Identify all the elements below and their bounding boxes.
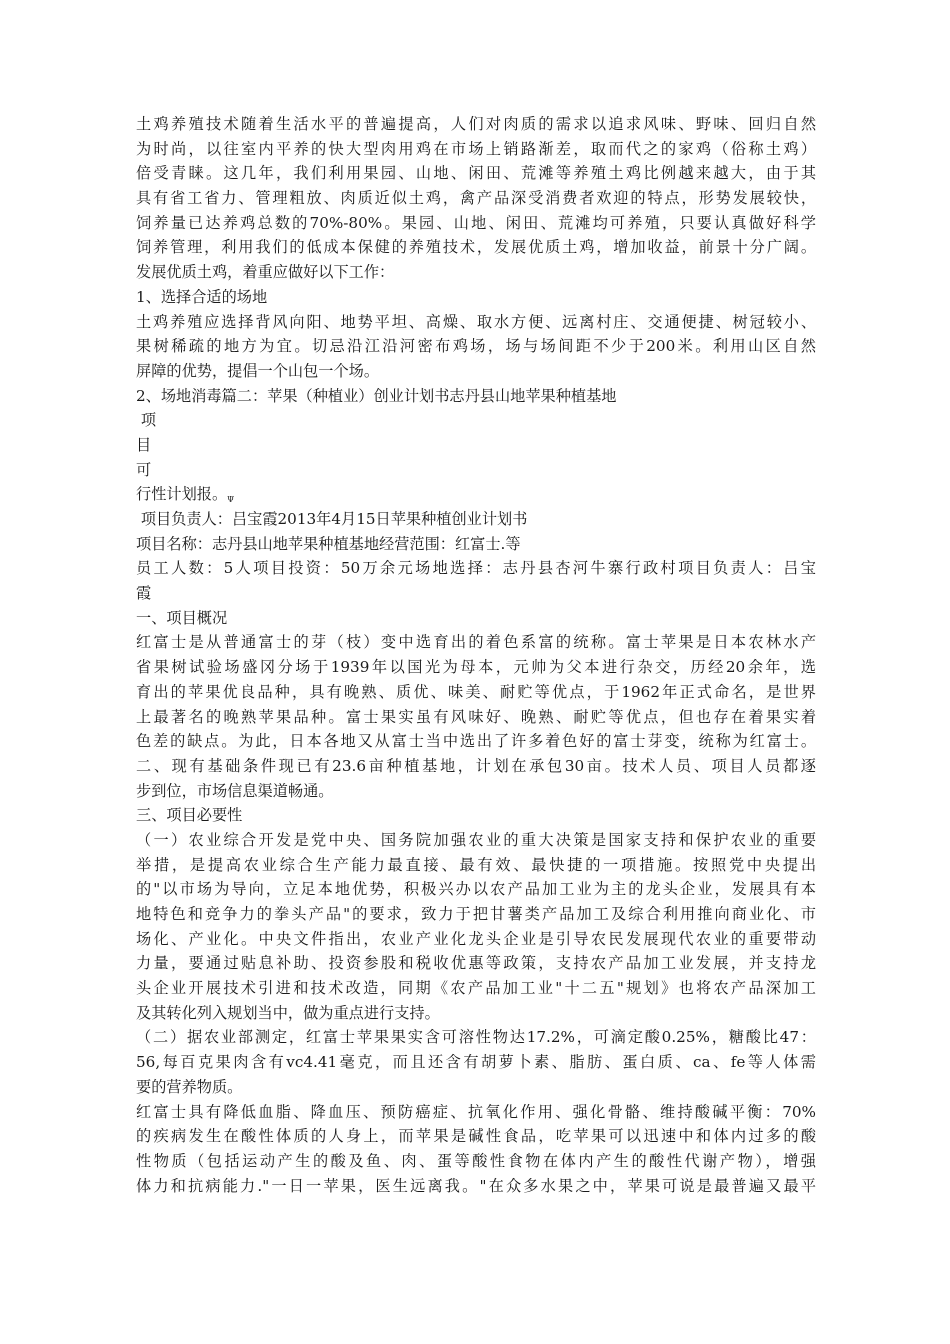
document-body <box>136 112 816 1198</box>
text-line <box>136 433 816 458</box>
text-line <box>136 705 816 730</box>
line-text: 步到位，市场信息渠道畅通。 <box>136 781 334 800</box>
text-line <box>136 828 816 853</box>
text-line <box>136 161 816 186</box>
line-text: （二）据农业部测定，红富士苹果果实含可溶性物达17.2%，可滴定酸0.25%，糖酸比47： <box>136 1028 816 1047</box>
line-text: 红富士是从普通富士的芽（枝）变中选育出的着色系富的统称。富士苹果是日本农林水产 <box>136 633 816 652</box>
text-line <box>136 532 816 557</box>
text-line <box>136 729 816 754</box>
text-line <box>136 630 816 655</box>
line-text: 果树稀疏的地方为宜。切忌沿江沿河密布鸡场，场与场间距不少于200米。利用山区自然 <box>136 337 816 356</box>
text-line <box>136 408 816 433</box>
text-line <box>136 137 816 162</box>
line-text: 场化、产业化。中央文件指出，农业产业化龙头企业是引导农民发展现代农业的重要带动 <box>136 929 816 948</box>
line-text: 2、场地消毒篇二：苹果（种植业）创业计划书志丹县山地苹果种植基地 <box>136 386 617 405</box>
line-text: 地特色和竞争力的拳头产品"的要求，致力于把甘薯类产品加工及综合利用推向商业化、市 <box>136 905 816 923</box>
text-line <box>136 482 816 507</box>
line-text: 土鸡养殖应选择背风向阳、地势平坦、高燥、取水方便、远离村庄、交通便捷、树冠较小、 <box>136 312 816 331</box>
text-line <box>136 260 816 285</box>
text-line <box>136 507 816 532</box>
text-line <box>136 556 816 581</box>
text-line <box>136 927 816 952</box>
line-text: 要的营养物质。 <box>136 1077 243 1096</box>
line-text: 力量，要通过贴息补助、投资参股和税收优惠等政策，支持农产品加工业发展，并支持龙 <box>136 954 816 973</box>
line-text: 为时尚，以往室内平养的快大型肉用鸡在市场上销路渐差，取而代之的家鸡（俗称土鸡） <box>136 139 816 158</box>
text-line <box>136 211 816 236</box>
line-text: 饲养管理，利用我们的低成本保健的养殖技术，发展优质土鸡，增加收益，前景十分广阔。 <box>136 238 816 257</box>
line-text: 56,每百克果肉含有vc4.41毫克，而且还含有胡萝卜素、脂肪、蛋白质、ca、fe等人体需 <box>136 1053 816 1072</box>
line-text: （一）农业综合开发是党中央、国务院加强农业的重大决策是国家支持和保护农业的重要 <box>136 830 816 849</box>
text-line <box>136 359 816 384</box>
line-text: 霞 <box>136 584 152 603</box>
superscript-mark: Ψ <box>227 495 235 505</box>
line-text: 的疾病发生在酸性体质的人身上，而苹果是碱性食品，吃苹果可以迅速中和体内过多的酸 <box>136 1127 816 1146</box>
text-line <box>136 581 816 606</box>
line-text: 倍受青睐。这几年，我们利用果园、山地、闲田、荒滩等养殖土鸡比例越来越大，由于其 <box>136 164 816 183</box>
text-line <box>136 1075 816 1100</box>
text-line <box>136 877 816 902</box>
text-line <box>136 1124 816 1149</box>
line-text: 及其转化列入规划当中，做为重点进行支持。 <box>136 1003 440 1022</box>
line-text: 二、现有基础条件现已有23.6亩种植基地，计划在承包30亩。技术人员、项目人员都逐 <box>136 756 816 775</box>
text-line <box>136 655 816 680</box>
text-line <box>136 384 816 409</box>
line-text: 省果树试验场盛冈分场于1939年以国光为母本，元帅为父本进行杂交，历经20余年，选 <box>136 658 816 677</box>
text-line <box>136 754 816 779</box>
text-line <box>136 1001 816 1026</box>
text-line <box>136 803 816 828</box>
line-text: 体力和抗病能力."一日一苹果，医生远离我。"在众多水果之中，苹果可说是最普遍又最平 <box>136 1176 816 1195</box>
text-line <box>136 310 816 335</box>
line-text: 1、选择合适的场地 <box>136 287 268 306</box>
line-text: 头企业开展技术引进和技术改造，同期《农产品加工业"十二五"规划》也将农产品深加工 <box>136 979 816 998</box>
line-text: 上最著名的晚熟苹果品种。富士果实虽有风味好、晚熟、耐贮等优点，但也存在着果实着 <box>136 707 816 726</box>
line-text: 屏障的优势，提倡一个山包一个场。 <box>136 361 379 380</box>
line-text: 员工人数：5人项目投资：50万余元场地选择：志丹县杏河牛寨行政村项目负责人：吕宝 <box>136 559 816 578</box>
text-line <box>136 976 816 1001</box>
line-text: 行性计划报 <box>136 485 212 504</box>
line-text: 土鸡养殖技术随着生活水平的普遍提高，人们对肉质的需求以追求风味、野味、回归自然 <box>136 115 816 133</box>
text-line <box>136 112 816 137</box>
text-line <box>136 606 816 631</box>
line-text: 三、项目必要性 <box>136 806 243 825</box>
line-text: 育出的苹果优良品种，具有晚熟、质优、味美、耐贮等优点，于1962年正式命名，是世界 <box>136 682 816 701</box>
text-line <box>136 1100 816 1125</box>
text-line <box>136 458 816 483</box>
text-line <box>136 1149 816 1174</box>
text-line <box>136 779 816 804</box>
text-line <box>136 853 816 878</box>
line-text: 一、项目概况 <box>136 608 228 627</box>
text-line <box>136 186 816 211</box>
line-suffix: 。 <box>211 485 228 504</box>
line-text: 目 <box>136 435 152 454</box>
text-line <box>136 334 816 359</box>
text-line <box>136 285 816 310</box>
line-text: 的"以市场为导向，立足本地优势，积极兴办以农产品加工业为主的龙头企业，发展具有本 <box>136 880 816 899</box>
text-line <box>136 902 816 927</box>
line-text: 色差的缺点。为此，日本各地又从富士当中选出了许多着色好的富士芽变，统称为红富士。 <box>136 732 816 751</box>
text-line <box>136 235 816 260</box>
text-line <box>136 1050 816 1075</box>
line-text: 可 <box>136 460 152 479</box>
line-text: 项目负责人：吕宝霞2013年4月15日苹果种植创业计划书 <box>136 510 528 528</box>
text-line <box>136 951 816 976</box>
line-text: 具有省工省力、管理粗放、肉质近似土鸡，禽产品深受消费者欢迎的特点，形势发展较快， <box>136 189 816 208</box>
text-line <box>136 680 816 705</box>
text-line <box>136 1025 816 1050</box>
line-text: 项 <box>136 411 157 430</box>
line-text: 项目名称：志丹县山地苹果种植基地经营范围：红富士.等 <box>136 534 521 553</box>
line-text: 举措，是提高农业综合生产能力最直接、最有效、最快捷的一项措施。按照党中央提出 <box>136 855 816 874</box>
line-text: 发展优质土鸡，着重应做好以下工作： <box>136 263 395 282</box>
line-text: 饲养量已达养鸡总数的70%-80%。果园、山地、闲田、荒滩均可养殖，只要认真做好科学 <box>136 213 816 232</box>
line-text: 红富士具有降低血脂、降血压、预防癌症、抗氧化作用、强化骨骼、维持酸碱平衡：70% <box>136 1102 816 1121</box>
text-line <box>136 1174 816 1199</box>
line-text: 性物质（包括运动产生的酸及鱼、肉、蛋等酸性食物在体内产生的酸性代谢产物），增强 <box>136 1151 816 1170</box>
